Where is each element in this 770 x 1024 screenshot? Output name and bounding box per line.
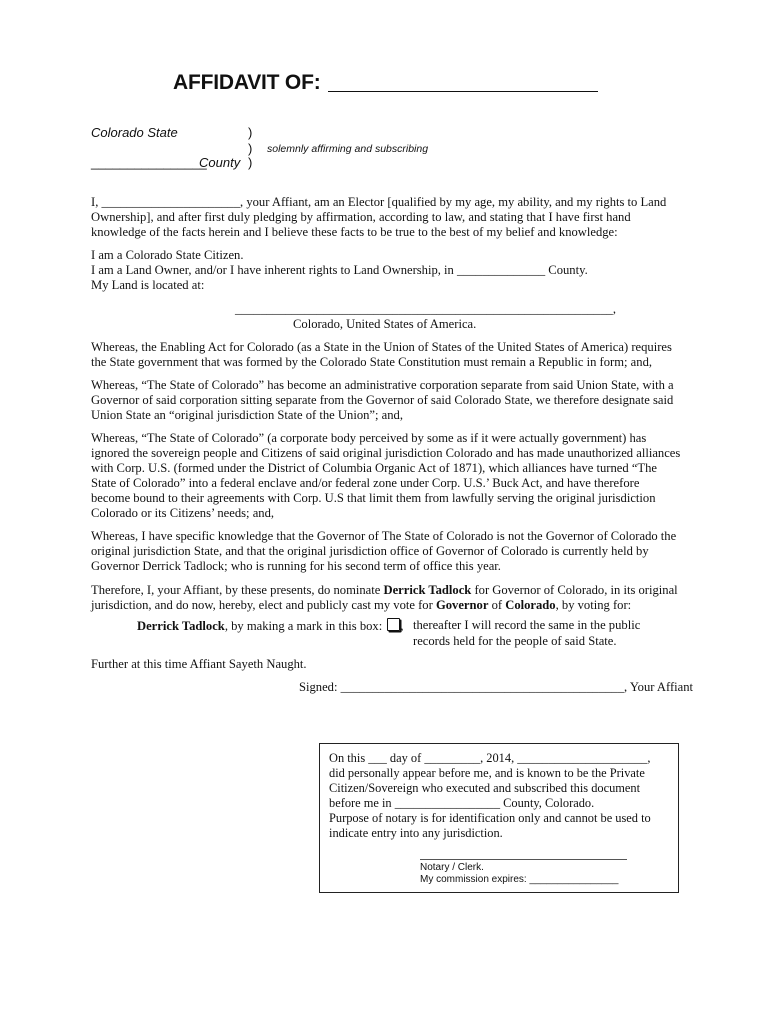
whereas-3-line-1: Whereas, “The State of Colorado” (a corporate body perceived by some as if it were actually government) has [91,431,647,445]
signed-label: Signed: [299,680,338,694]
address-blank[interactable]: ____________________________________________________________, [235,302,616,316]
notary-box [319,743,679,893]
whereas-1-line-1: Whereas, the Enabling Act for Colorado (as a State in the Union of States of the United States of America) requires [91,340,672,354]
closing-statement: Further at this time Affiant Sayeth Naught. [91,657,307,671]
whereas-4-line-1: Whereas, I have specific knowledge that the Governor of The State of Colorado is not the Governor of Colorado the [91,529,677,543]
citizen-statement: I am a Colorado State Citizen. [91,248,244,262]
land-owner-statement: I am a Land Owner, and/or I have inherent rights to Land Ownership, in ______________ County. [91,263,588,277]
notary-line-5: Purpose of notary is for identification only and cannot be used to [329,811,651,825]
notary-line-1: On this ___ day of _________, 2014, _____________________, [329,751,651,765]
vote-tail-line-1: thereafter I will record the same in the public [413,618,641,632]
whereas-3-line-2: ignored the sovereign people and Citizens of said original jurisdiction Colorado and has made unauthorized alliances [91,446,681,460]
vote-instruction: , by making a mark in this box: [224,619,383,633]
vote-comma: , [400,619,404,633]
affiant-intro-line-2: Ownership], and after first duly pledging by affirmation, according to law, and stating that I have first hand [91,210,631,224]
notary-clerk-label: Notary / Clerk. [420,862,484,873]
notary-signature-rule[interactable] [420,859,627,860]
notary-line-2: did personally appear before me, and is known to be the Private [329,766,645,780]
signature-blank[interactable]: _____________________________________________ [340,680,624,694]
notary-line-4: before me in _________________ County, Colorado. [329,796,595,810]
nomination-text-h: , by voting for: [555,598,632,612]
office-colorado: Colorado [505,598,556,612]
whereas-2-line-3: Union State an “original jurisdiction State of the Union”; and, [91,408,403,422]
affiant-intro-line-1: I, ______________________, your Affiant, am an Elector [qualified by my age, my ability, and my rights to Land [91,195,667,209]
whereas-4-line-3: Governor Derrick Tadlock; who is running for his second term of office this year. [91,559,501,573]
land-location-label: My Land is located at: [91,278,205,292]
whereas-2-line-2: Governor of said corporation sitting separate from the Governor of said Colorado State, we therefore designate said [91,393,674,407]
document-title: AFFIDAVIT OF: [173,71,321,94]
your-affiant-label: , Your Affiant [624,680,694,694]
vote-line [137,618,404,634]
whereas-3-line-6: Colorado or its Citizens’ needs; and, [91,506,275,520]
venue-paren-2: ) [248,141,253,156]
affiant-intro-line-3: knowledge of the facts herein and I believe these facts to be true to the best of my belief and knowledge: [91,225,618,239]
whereas-1-line-2: the State government that was formed by the Colorado State Constitution must remain a Republic in form; and, [91,355,653,369]
nomination-text-c: for Governor of Colorado, in its original [471,583,678,597]
whereas-3-line-5: become bound to their agreements with Corp. U.S that limit them from lawfully serving the original jurisdiction [91,491,656,505]
vote-name: Derrick Tadlock [137,619,225,633]
nomination-text-d: jurisdiction, and do now, hereby, elect and publicly cast my vote for [91,598,436,612]
notary-line-3: Citizen/Sovereign who executed and subscribed this document [329,781,641,795]
venue-paren-1: ) [248,125,253,140]
nomination-text-f: of [488,598,506,612]
nomination-line-2 [91,598,631,613]
affirming-text: solemnly affirming and subscribing [267,143,429,155]
whereas-3-line-4: State of Colorado” into a federal enclave and/or federal zone under Corp. U.S.’ Buck Act, and have therefore [91,476,640,490]
county-label: County [199,155,241,170]
office-governor: Governor [435,598,489,612]
nomination-text-a: Therefore, I, your Affiant, by these presents, do nominate [91,583,384,597]
vote-tail-line-2: records held for the people of said State. [413,634,617,648]
vote-checkbox[interactable] [387,618,400,631]
nominee-name: Derrick Tadlock [383,583,472,597]
signature-line [299,680,693,695]
whereas-3-line-3: with Corp. U.S. (formed under the District of Columbia Organic Act of 1871), which alliances have turned “The [91,461,657,475]
nomination-line-1 [91,583,678,598]
whereas-2-line-1: Whereas, “The State of Colorado” has become an administrative corporation separate from said Union State, with a [91,378,674,392]
address-tail: Colorado, United States of America. [293,317,477,331]
venue-state: Colorado State [91,125,178,140]
venue-paren-3: ) [248,155,253,170]
title-blank-line[interactable] [328,91,598,92]
commission-expires[interactable]: My commission expires: ________________ [420,874,619,885]
whereas-4-line-2: original jurisdiction State, and that the original jurisdiction office of Governor of Colorado is currently held by [91,544,649,558]
county-blank[interactable]: ________________ [91,155,207,170]
notary-line-6: indicate entry into any jurisdiction. [329,826,503,840]
